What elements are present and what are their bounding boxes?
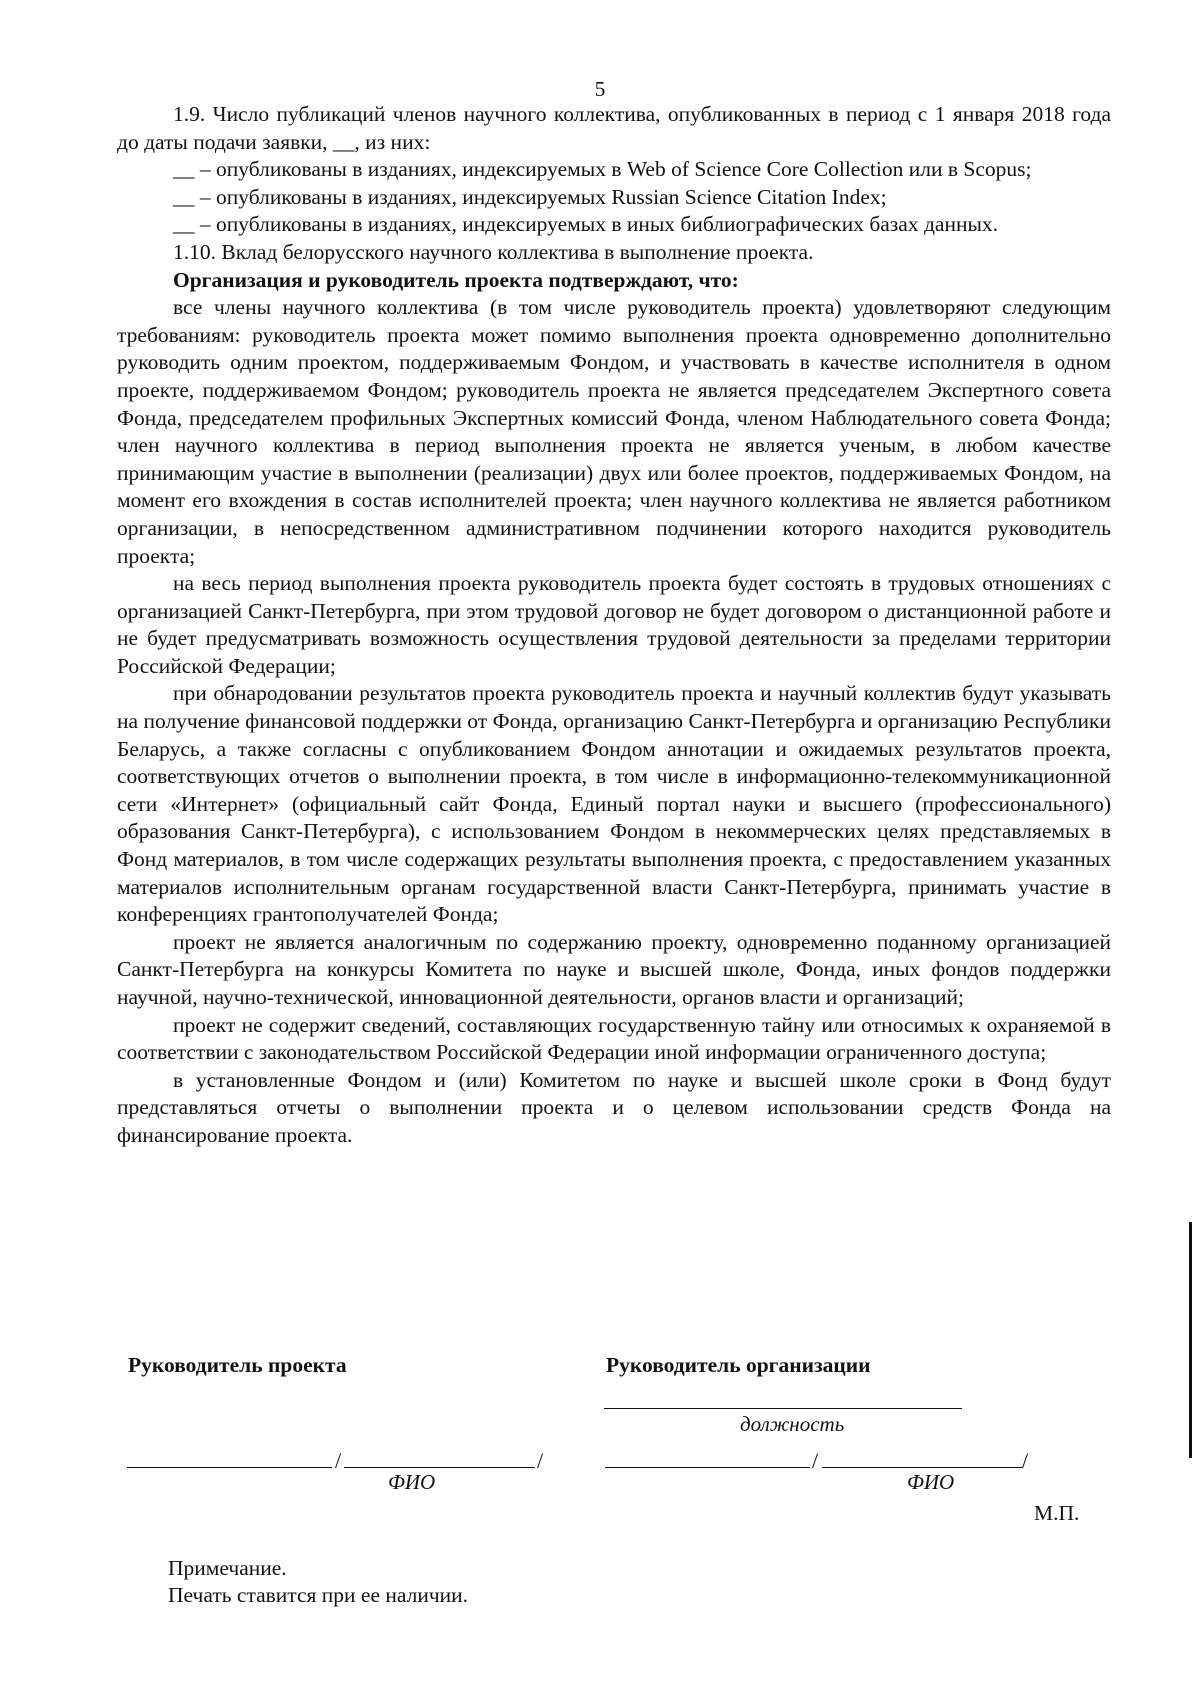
page-number: 5 [594, 77, 606, 101]
paragraph-team-requirements: все члены научного коллектива (в том числе руководитель проекта) удовлетворяют следующим требованиям: руководитель проекта может помимо выполнения проекта одновременно дополнительно руководить одним проектом, поддерживаемым Фондом, и участвовать в качестве исполнителя в одном проекте, поддерживаемом Фондом; руководитель проекта не является председателем Экспертного совета Фонда, председателем профильных Экспертных комиссий Фонда, членом Наблюдательного совета Фонда; член научного коллектива в период выполнения проекта не является ученым, в любом качестве принимающим участие в выполнении (реализации) двух или более проектов, поддерживаемых Фондом, на момент его вхождения в состав исполнителей проекта; член научного коллектива не является работником организации, в непосредственном административном подчинении которого находится руководитель проекта; [117, 295, 1111, 568]
org-head-slash-1: / [812, 1448, 819, 1473]
org-head-fio-line [822, 1467, 1022, 1468]
org-head-position-line [604, 1408, 962, 1409]
paragraph-rsci: __ – опубликованы в изданиях, индексируемых Russian Science Citation Index; [173, 184, 887, 209]
confirmation-heading: Организация и руководитель проекта подтверждают, что: [173, 267, 739, 292]
paragraph-1-10: 1.10. Вклад белорусского научного коллектива в выполнение проекта. [173, 239, 814, 264]
paragraph-other-bases: __ – опубликованы в изданиях, индексируемых в иных библиографических базах данных. [173, 212, 999, 237]
paragraph-1-9: 1.9. Число публикаций членов научного коллектива, опубликованных в период с 1 января 2018 года до даты подачи заявки, __, из них: [117, 102, 1111, 154]
project-head-slash-2: / [537, 1448, 544, 1473]
project-head-fio-caption: ФИО [388, 1470, 436, 1494]
project-head-slash-1: / [335, 1448, 342, 1473]
paragraph-employment: на весь период выполнения проекта руководитель проекта будет состоять в трудовых отношениях с организацией Санкт-Петербурга, при этом трудовой договор не будет договором о дистанционной работе и не будет предусматривать возможность осуществления трудовой деятельности за пределами территории Российской Федерации; [117, 571, 1111, 678]
org-head-position-caption: должность [740, 1412, 845, 1436]
org-head-slash-2: / [1022, 1448, 1029, 1473]
note-text: Печать ставится при ее наличии. [168, 1583, 469, 1607]
paragraph-not-analogous: проект не является аналогичным по содержанию проекту, одновременно поданному организацией Санкт-Петербурга на конкурсы Комитета по науке и высшей школе, Фонда, иных фондов поддержки научной, научно-технической, инновационной деятельности, органов власти и организаций; [117, 929, 1111, 1009]
org-head-signature-line [605, 1467, 810, 1468]
scan-edge-mark [1189, 1222, 1192, 1458]
project-head-label: Руководитель проекта [128, 1353, 347, 1377]
project-head-signature-line [127, 1467, 332, 1468]
stamp-place: М.П. [1034, 1501, 1080, 1525]
paragraph-wos-scopus: __ – опубликованы в изданиях, индексируемых в Web of Science Core Collection или в Scopus; [173, 157, 1032, 182]
project-head-fio-line [344, 1467, 535, 1468]
note-title: Примечание. [168, 1556, 287, 1580]
document-body [117, 101, 1111, 1150]
paragraph-publication: при обнародовании результатов проекта руководитель проекта и научный коллектив будут указывать на получение финансовой поддержки от Фонда, организацию Санкт-Петербурга и организацию Республики Беларусь, а также согласны с опубликованием Фондом аннотации и ожидаемых результатов проекта, соответствующих отчетов о выполнении проекта, в том числе в информационно-телекоммуникационной сети «Интернет» (официальный сайт Фонда, Единый портал науки и высшего (профессионального) образования Санкт-Петербурга), с использованием Фондом в некоммерческих целях представляемых в Фонд материалов, в том числе содержащих результаты выполнения проекта, с предоставлением указанных материалов исполнительным органам государственной власти Санкт-Петербурга, принимать участие в конференциях грантополучателей Фонда; [117, 681, 1111, 927]
org-head-label: Руководитель организации [606, 1353, 871, 1377]
paragraph-reports: в установленные Фондом и (или) Комитетом по науке и высшей школе сроки в Фонд будут представляться отчеты о выполнении проекта и о целевом использовании средств Фонда на финансирование проекта. [117, 1067, 1111, 1147]
org-head-fio-caption: ФИО [907, 1470, 955, 1494]
paragraph-secrecy: проект не содержит сведений, составляющих государственную тайну или относимых к охраняемой в соответствии с законодательством Российской Федерации иной информации ограниченного доступа; [117, 1012, 1111, 1065]
